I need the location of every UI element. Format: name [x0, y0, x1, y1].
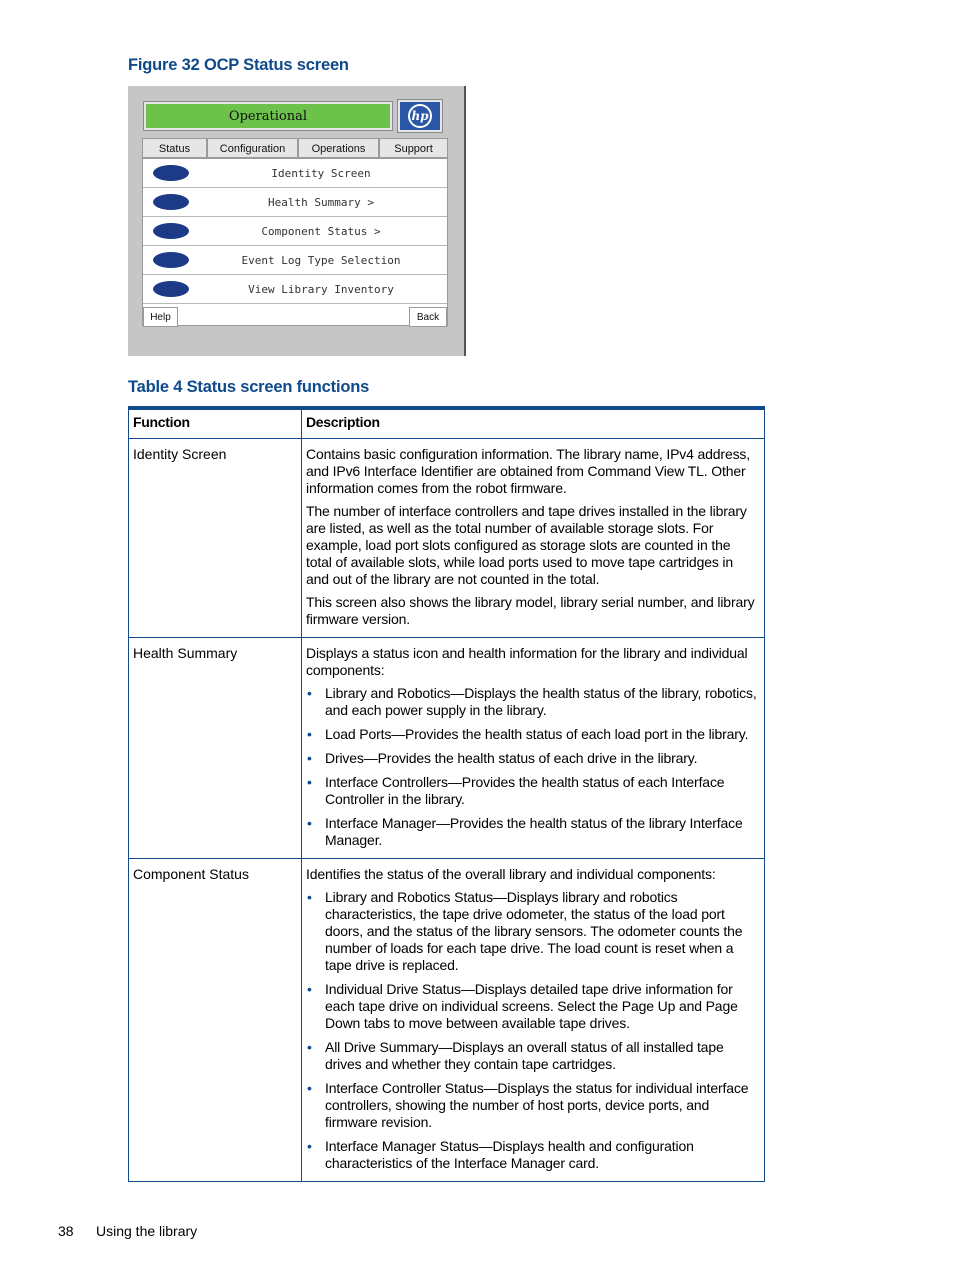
- status-functions-table: [128, 406, 765, 1182]
- column-header-description: Description: [302, 408, 765, 438]
- ocp-select-button-icon[interactable]: [153, 194, 189, 210]
- ocp-select-button-icon[interactable]: [153, 165, 189, 181]
- ocp-status-screenshot: [128, 86, 466, 356]
- function-cell: Health Summary: [129, 637, 302, 858]
- ocp-tab-support[interactable]: Support: [394, 143, 433, 155]
- column-header-function: Function: [129, 408, 302, 438]
- ocp-tab-configuration[interactable]: Configuration: [208, 139, 299, 157]
- function-cell: Identity Screen: [129, 438, 302, 637]
- ocp-back-button[interactable]: Back: [409, 307, 447, 327]
- bullet-item: • Interface Manager—Provides the health status of the library Interface Manager.: [325, 815, 759, 849]
- ocp-select-button-icon[interactable]: [153, 281, 189, 297]
- bullet-item: • Library and Robotics Status—Displays library and robotics characteristics, the tape drive odometer, the status of the load port doors, and the status of the library sensors. The odometer counts the number of loads for each tape drive. The load count is reset when a tape drive is replaced.: [325, 889, 759, 974]
- ocp-menu-label: Health Summary >: [268, 196, 374, 209]
- description-intro: Displays a status icon and health information for the library and individual components:: [306, 644, 748, 678]
- description-paragraph: Contains basic configuration information. The library name, IPv4 address, and IPv6 Interface Identifier are obtained from Command View TL. Other information comes from the robot firmware.: [306, 445, 751, 496]
- ocp-menu-item-health-summary[interactable]: [143, 188, 447, 217]
- bullet-item: • Interface Manager Status—Displays health and configuration characteristics of the Interface Manager card.: [325, 1138, 759, 1172]
- description-cell: [302, 858, 765, 1181]
- description-intro: Identifies the status of the overall library and individual components:: [306, 865, 716, 882]
- figure-caption: Figure 32 OCP Status screen: [128, 56, 349, 74]
- page-number: 38: [58, 1223, 74, 1239]
- ocp-menu-label: View Library Inventory: [248, 283, 394, 296]
- bullet-list: [306, 889, 759, 1172]
- ocp-help-button[interactable]: Help: [143, 307, 178, 327]
- ocp-menu-item-identity[interactable]: [143, 159, 447, 188]
- table-header-row: [129, 408, 765, 438]
- footer-section-title: Using the library: [96, 1223, 198, 1239]
- table-row: [129, 637, 765, 858]
- ocp-select-button-icon[interactable]: [153, 252, 189, 268]
- ocp-menu-label: Event Log Type Selection: [241, 254, 401, 267]
- ocp-menu-label: Identity Screen: [271, 167, 371, 180]
- function-cell: Component Status: [129, 858, 302, 1181]
- table-caption: Table 4 Status screen functions: [128, 378, 370, 396]
- ocp-operational-status: Operational: [144, 102, 392, 130]
- description-cell: [302, 438, 765, 637]
- ocp-menu-item-library-inventory[interactable]: [143, 275, 447, 304]
- ocp-menu-item-component-status[interactable]: [143, 217, 447, 246]
- description-cell: [302, 637, 765, 858]
- table-row: [129, 438, 765, 637]
- ocp-tab-bar: [142, 138, 448, 158]
- hp-logo-text: hp: [408, 104, 432, 128]
- bullet-item: • Individual Drive Status—Displays detailed tape drive information for each tape drive on individual screens. Select the Page Up and Page Down tabs to move between available tape drives.: [325, 981, 759, 1032]
- ocp-menu-panel: [142, 158, 448, 326]
- table-row: [129, 858, 765, 1181]
- bullet-item: • Interface Controllers—Provides the health status of each Interface Controller in the library.: [325, 774, 759, 808]
- bullet-item: • Drives—Provides the health status of each drive in the library.: [325, 750, 759, 767]
- ocp-menu-item-event-log[interactable]: [143, 246, 447, 275]
- bullet-item: • Interface Controller Status—Displays the status for individual interface controllers, showing the number of host ports, device ports, and firmware revision.: [325, 1080, 759, 1131]
- ocp-tab-operations[interactable]: Operations: [299, 139, 380, 157]
- bullet-item: • All Drive Summary—Displays an overall status of all installed tape drives and whether they contain tape cartridges.: [325, 1039, 759, 1073]
- ocp-select-button-icon[interactable]: [153, 223, 189, 239]
- bullet-list: [306, 685, 759, 849]
- bullet-item: • Load Ports—Provides the health status of each load port in the library.: [325, 726, 759, 743]
- hp-logo-icon: [398, 100, 442, 132]
- description-paragraph: The number of interface controllers and tape drives installed in the library are listed, as well as the total number of available storage slots. For example, load port slots configured as storage slots are counted in the total of available slots, while load ports used to move tape cartridges in and out of the library are not counted in the total.: [306, 502, 747, 587]
- description-paragraph: This screen also shows the library model, library serial number, and library firmware version.: [306, 593, 755, 627]
- bullet-item: • Library and Robotics—Displays the health status of the library, robotics, and each power supply in the library.: [325, 685, 759, 719]
- ocp-menu-label: Component Status >: [261, 225, 381, 238]
- ocp-tab-status[interactable]: Status: [143, 139, 208, 157]
